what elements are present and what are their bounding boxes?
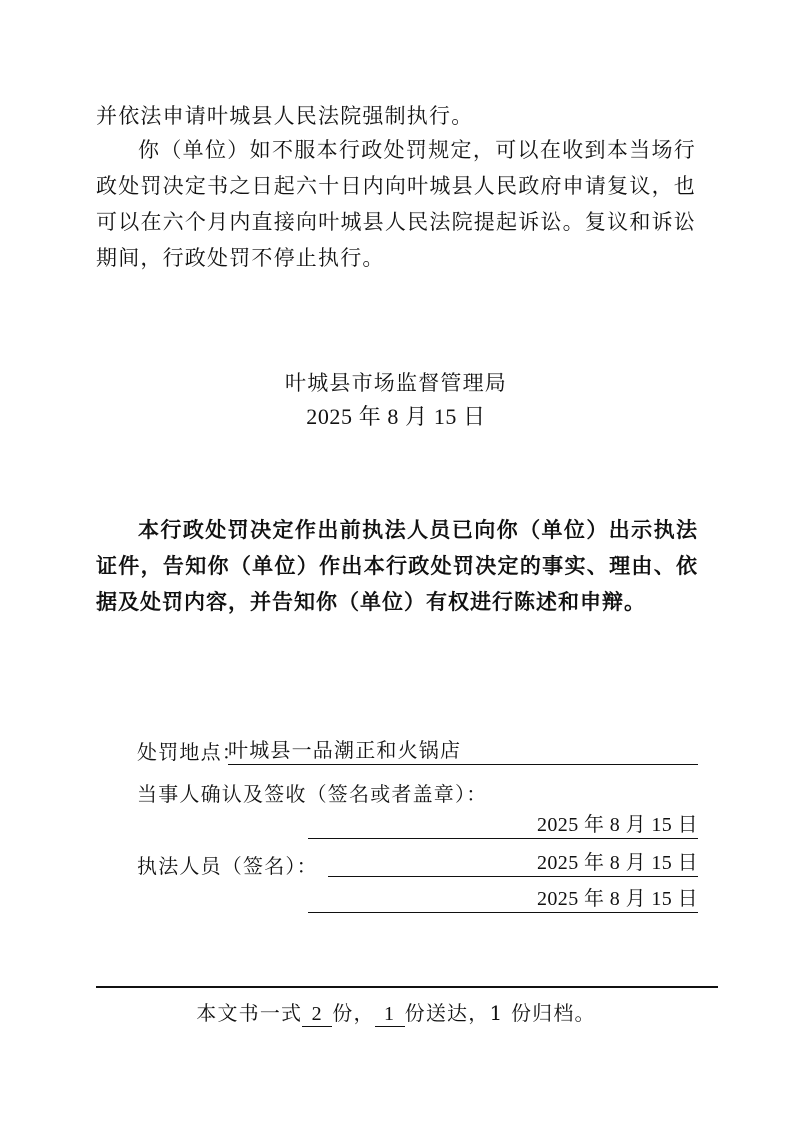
party-signature-line <box>308 812 698 839</box>
copies-middle: 份， <box>332 1001 375 1025</box>
location-label: 处罚地点： <box>137 740 243 764</box>
officer-label: 执法人员（签名）： <box>137 854 318 878</box>
copies-note <box>96 998 696 1028</box>
party-sign-date: 2025 年 8 月 15 日 <box>537 814 698 836</box>
body-paragraph-appeal-rights: 你（单位）如不服本行政处罚规定，可以在收到本当场行政处罚决定书之日起六十日内向叶城县人民政府申请复议，也可以在六个月内直接向叶城县人民法院提起诉讼。复议和诉讼期间，行政处罚不停止执行。 <box>96 138 696 270</box>
body-paragraph-enforcement: 并依法申请叶城县人民法院强制执行。 <box>96 104 474 128</box>
footer-divider <box>96 986 718 988</box>
copies-suffix: 份送达，1 份归档。 <box>404 1001 596 1025</box>
issuing-organization: 叶城县市场监督管理局 <box>285 371 507 395</box>
officer-sign-date-2: 2025 年 8 月 15 日 <box>537 888 698 910</box>
copies-prefix: 本文书一式 <box>196 1001 303 1025</box>
party-confirm-label: 当事人确认及签收（签名或者盖章）： <box>137 782 488 806</box>
issue-date: 2025 年 8 月 15 日 <box>306 404 486 429</box>
location-field <box>228 736 698 765</box>
location-value: 叶城县一品潮正和火锅店 <box>228 738 462 762</box>
procedural-notice: 本行政处罚决定作出前执法人员已向你（单位）出示执法证件，告知你（单位）作出本行政处罚决定的事实、理由、依据及处罚内容，并告知你（单位）有权进行陈述和申辩。 <box>96 517 698 614</box>
officer-signature-line-2 <box>308 886 698 913</box>
copies-total: 2 <box>302 1002 332 1027</box>
officer-sign-date-1: 2025 年 8 月 15 日 <box>537 852 698 874</box>
officer-signature-line <box>328 850 698 877</box>
copies-served: 1 <box>375 1002 405 1027</box>
